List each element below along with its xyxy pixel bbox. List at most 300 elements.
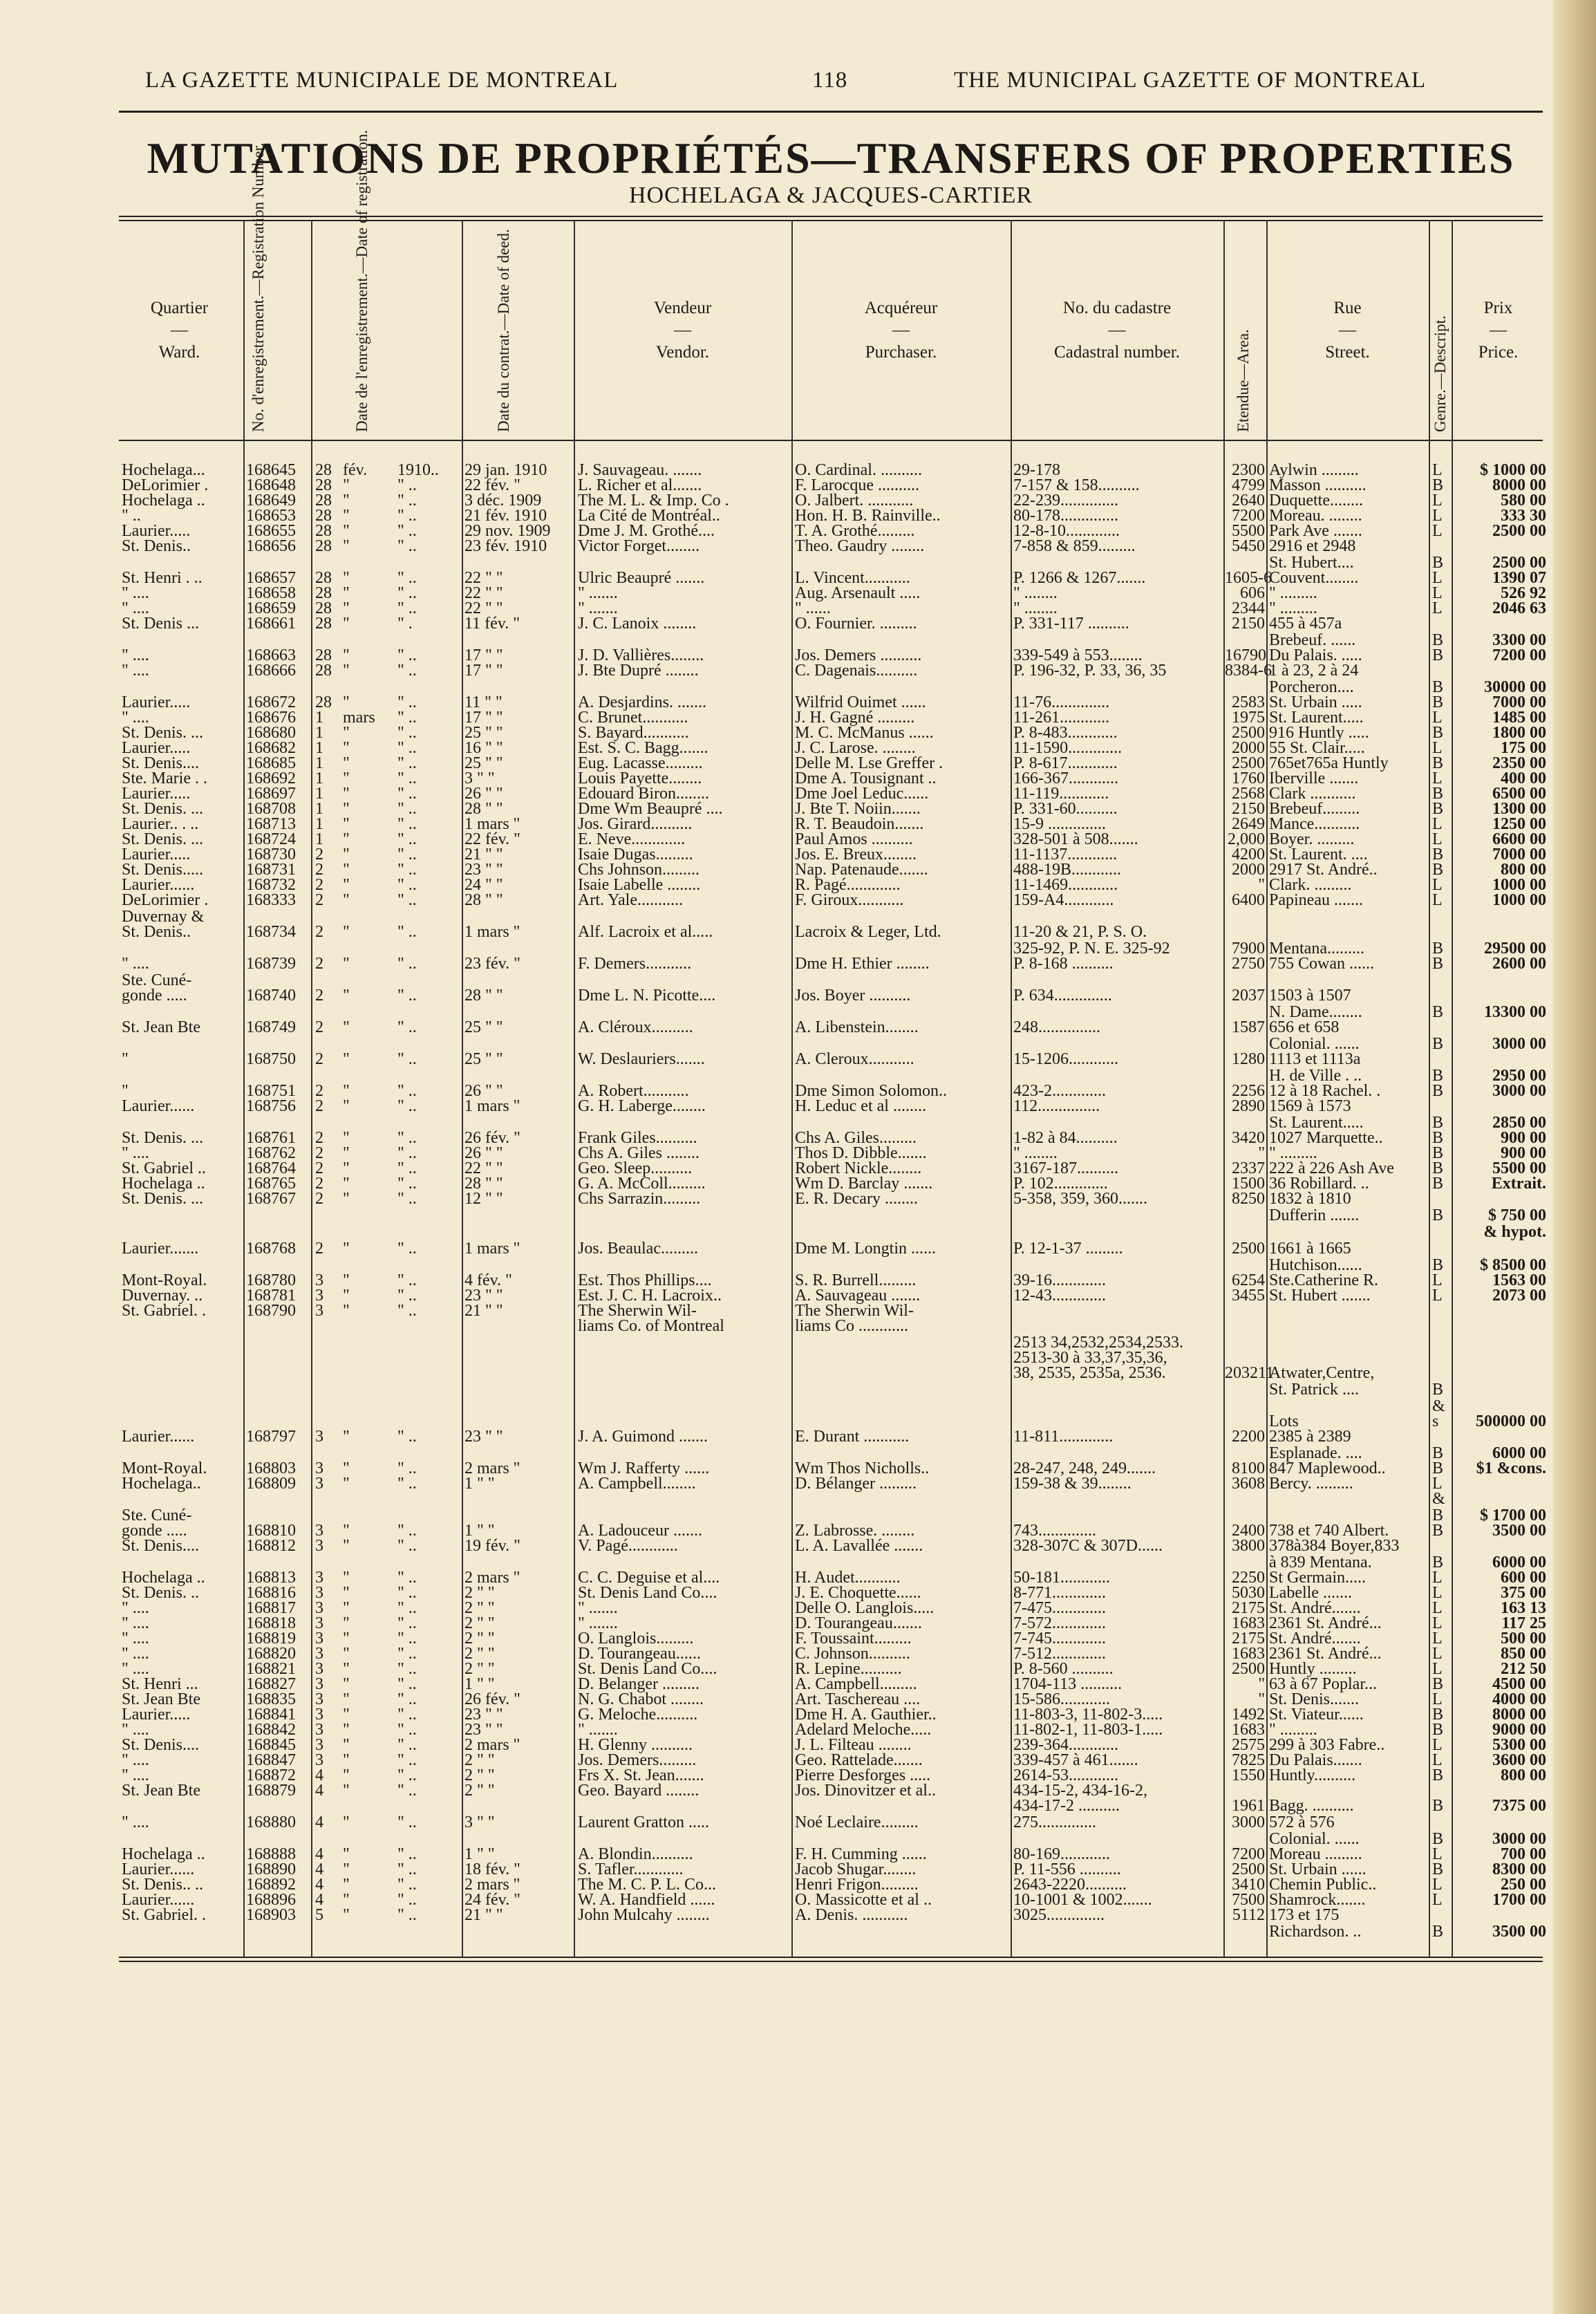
cell-day: 5 — [315, 1906, 323, 1924]
cell-cad: 80-169............ — [1013, 1845, 1110, 1863]
cell-year: " .. — [397, 662, 417, 680]
cell-price: 5500 00 — [1492, 1159, 1546, 1177]
cell-price: 117 25 — [1501, 1614, 1546, 1632]
cell-price: 13300 00 — [1484, 1003, 1546, 1021]
cell-ward: St. Denis ... — [122, 615, 200, 633]
cell-month: " — [343, 891, 350, 909]
cell-cad: 339-457 à 461....... — [1013, 1751, 1138, 1769]
cell-month: " — [343, 615, 350, 633]
cell-cad: 15-9 .............. — [1013, 815, 1106, 833]
cell-area: 2150 — [1232, 800, 1265, 818]
cell-price: 1390 07 — [1492, 569, 1546, 587]
cell-month: " — [343, 1766, 350, 1784]
cell-cad: 488-19B............ — [1013, 861, 1121, 879]
cell-area: 2,000 — [1228, 830, 1265, 848]
cell-street: 173 et 175 — [1269, 1906, 1340, 1924]
cell-reg: 168903 — [246, 1906, 296, 1924]
cell-year: " .. — [397, 1050, 417, 1068]
cell-cad: 159-38 & 39........ — [1013, 1475, 1132, 1493]
cell-vendor: Dme J. M. Grothé.... — [578, 522, 715, 540]
cell-area: 2200 — [1232, 1428, 1265, 1446]
cell-street: 2385 à 2389 — [1269, 1428, 1351, 1446]
cell-area: 2890 — [1232, 1097, 1265, 1115]
cell-purchaser: Pierre Desforges ..... — [795, 1766, 931, 1784]
cell-kind: L — [1432, 522, 1443, 540]
cell-purchaser: S. R. Burrell......... — [795, 1271, 917, 1289]
cell-cad: P. 102............. — [1013, 1175, 1108, 1193]
cell-area: 2640 — [1232, 492, 1265, 510]
cell-deed: 25 " " — [464, 724, 503, 742]
cell-price: 1485 00 — [1492, 709, 1546, 727]
cell-purchaser: Delle M. Lse Greffer . — [795, 754, 943, 772]
cell-day: 2 — [315, 1159, 323, 1177]
cell-year: " .. — [397, 1614, 417, 1632]
cell-month: " — [343, 1175, 350, 1193]
cell-vendor: G. Meloche.......... — [578, 1706, 698, 1724]
cell-day: 2 — [315, 1190, 323, 1208]
cell-reg: 168713 — [246, 815, 296, 833]
cell-kind: B — [1432, 693, 1444, 711]
cell-deed: 16 " " — [464, 739, 503, 757]
cell-ward: St. Henri ... — [122, 1675, 198, 1693]
cell-street: 738 et 740 Albert. — [1269, 1522, 1389, 1540]
cell-day: 2 — [315, 1050, 323, 1068]
cell-kind: L — [1432, 1614, 1443, 1632]
cell-year: " .. — [397, 769, 417, 787]
cell-vendor: " ....... — [578, 1614, 618, 1632]
cell-vendor: C. Brunet........... — [578, 709, 688, 727]
cell-day: 4 — [315, 1860, 323, 1878]
cell-vendor: The M. C. P. L. Co... — [578, 1876, 717, 1894]
cell-kind: B — [1432, 1067, 1444, 1085]
cell-month: " — [343, 1860, 350, 1878]
cell-year: " .. — [397, 1766, 417, 1784]
cell-deed: 2 " " — [464, 1614, 495, 1632]
cell-purchaser: A. Denis. ........... — [795, 1906, 908, 1924]
cell-month: " — [343, 1190, 350, 1208]
cell-ward: St. Gabriel .. — [122, 1159, 206, 1177]
cell-vendor: Ulric Beaupré ....... — [578, 569, 705, 587]
cell-reg: 168659 — [246, 599, 296, 617]
cell-kind: L — [1432, 830, 1443, 848]
cell-cad: 434-15-2, 434-16-2, — [1013, 1782, 1147, 1800]
cell-day: 1 — [315, 709, 323, 727]
cell-vendor: St. Denis Land Co.... — [578, 1660, 717, 1678]
cell-price: 29500 00 — [1484, 940, 1546, 958]
cell-price: 1700 00 — [1492, 1891, 1546, 1909]
cell-price: 5300 00 — [1492, 1736, 1546, 1754]
cell-deed: 23 " " — [464, 1706, 503, 1724]
cell-year: " .. — [397, 1240, 417, 1258]
cell-purchaser: O. Cardinal. .......... — [795, 461, 922, 479]
cell-kind: B — [1432, 724, 1444, 742]
cell-cad: 12-43............. — [1013, 1287, 1106, 1305]
cell-ward: St. Denis. .. — [122, 1584, 200, 1602]
cell-kind: B — [1432, 554, 1444, 572]
cell-reg: 168880 — [246, 1813, 296, 1831]
cell-street: 1503 à 1507 — [1269, 987, 1351, 1005]
cell-month: " — [343, 1736, 350, 1754]
cell-deed: 2 " " — [464, 1645, 495, 1663]
cell-reg: 168845 — [246, 1736, 296, 1754]
cell-month: " — [343, 1690, 350, 1708]
cell-year: " .. — [397, 1097, 417, 1115]
cell-price: 1300 00 — [1492, 800, 1546, 818]
cell-day: 1 — [315, 815, 323, 833]
cell-ward: gonde ..... — [122, 1522, 187, 1540]
cell-street: Chemin Public.. — [1269, 1876, 1377, 1894]
cell-cad: 11-1469............ — [1013, 876, 1118, 894]
cell-street: Hutchison...... — [1269, 1256, 1362, 1274]
cell-year: " .. — [397, 739, 417, 757]
cell-day: 3 — [315, 1721, 323, 1739]
cell-street: 847 Maplewood.. — [1269, 1459, 1386, 1477]
cell-reg: 168842 — [246, 1721, 296, 1739]
cell-year: " .. — [397, 1584, 417, 1602]
cell-deed: 23 " " — [464, 1428, 503, 1446]
cell-deed: 24 fév. " — [464, 1891, 520, 1909]
cell-area: 3410 — [1232, 1876, 1265, 1894]
cell-cad: 339-549 à 553........ — [1013, 646, 1143, 664]
cell-month: " — [343, 584, 350, 602]
cell-deed: 21 " " — [464, 846, 503, 864]
cell-cad: 11-802-1, 11-803-1..... — [1013, 1721, 1163, 1739]
cell-kind: B — [1432, 785, 1444, 803]
cell-area: 1683 — [1232, 1614, 1265, 1632]
cell-purchaser: R. T. Beaudoin....... — [795, 815, 924, 833]
cell-deed: 25 " " — [464, 754, 503, 772]
cell-kind: B — [1432, 861, 1444, 879]
cell-area: 7200 — [1232, 507, 1265, 525]
cell-reg: 168879 — [246, 1782, 296, 1800]
cell-price: 163 13 — [1501, 1599, 1546, 1617]
cell-kind: B — [1432, 1114, 1444, 1132]
cell-cad: 423-2............. — [1013, 1082, 1106, 1100]
cell-day: 28 — [315, 461, 332, 479]
cell-reg: 168797 — [246, 1428, 296, 1446]
cell-cad: 3025.............. — [1013, 1906, 1105, 1924]
cell-kind: B — [1432, 1129, 1444, 1147]
cell-price: Extrait. — [1491, 1175, 1546, 1193]
cell-price: 30000 00 — [1484, 678, 1546, 696]
cell-year: " .. — [397, 1428, 417, 1446]
cell-purchaser: Wm Thos Nicholls.. — [795, 1459, 930, 1477]
cell-kind: L — [1432, 1271, 1443, 1289]
cell-kind: B — [1432, 1721, 1444, 1739]
cell-day: 2 — [315, 876, 323, 894]
cell-purchaser: J. E. Choquette...... — [795, 1584, 921, 1602]
cell-vendor: N. G. Chabot ........ — [578, 1690, 704, 1708]
cell-cad: 11-1590............. — [1013, 739, 1123, 757]
cell-street: 299 à 303 Fabre.. — [1269, 1736, 1385, 1754]
cell-vendor: The M. L. & Imp. Co . — [578, 492, 729, 510]
cell-year: " .. — [397, 584, 417, 602]
cell-price: 333 30 — [1501, 507, 1546, 525]
cell-price: 1800 00 — [1492, 724, 1546, 742]
cell-deed: 3 " " — [464, 769, 495, 787]
cell-street: Porcheron.... — [1269, 678, 1354, 696]
cell-reg: 168817 — [246, 1599, 296, 1617]
cell-area: 1683 — [1232, 1645, 1265, 1663]
cell-year: " .. — [397, 1706, 417, 1724]
cell-reg: 168761 — [246, 1129, 296, 1147]
cell-purchaser: D. Tourangeau....... — [795, 1614, 922, 1632]
cell-year: " .. — [397, 785, 417, 803]
cell-deed: 21 " " — [464, 1302, 503, 1320]
cell-area: 1492 — [1232, 1706, 1265, 1724]
cell-day: 2 — [315, 891, 323, 909]
cell-day: 28 — [315, 537, 332, 555]
cell-deed: 22 " " — [464, 1159, 503, 1177]
cell-deed: 22 " " — [464, 584, 503, 602]
cell-year: " .. — [397, 1537, 417, 1555]
cell-deed: 23 fév. " — [464, 955, 520, 973]
cell-year: " .. — [397, 1271, 417, 1289]
cell-month: " — [343, 646, 350, 664]
cell-day: 28 — [315, 507, 332, 525]
cell-month: " — [343, 537, 350, 555]
cell-kind: B — [1432, 1082, 1444, 1100]
cell-area: 8250 — [1232, 1190, 1265, 1208]
cell-price: $ 1700 00 — [1480, 1506, 1546, 1524]
cell-purchaser: Z. Labrosse. ........ — [795, 1522, 915, 1540]
cell-price: 2850 00 — [1492, 1114, 1546, 1132]
cell-price: 6500 00 — [1492, 785, 1546, 803]
cell-deed: 2 " " — [464, 1766, 495, 1784]
cell-vendor: A. Desjardins. ....... — [578, 693, 706, 711]
cell-price: 580 00 — [1501, 492, 1546, 510]
cell-purchaser: M. C. McManus ...... — [795, 724, 934, 742]
cell-ward: " .... — [122, 1614, 149, 1632]
column-header-street: Rue — Street. — [1325, 299, 1370, 362]
cell-cad: 434-17-2 .......... — [1013, 1797, 1120, 1815]
cell-purchaser: liams Co ............ — [795, 1317, 909, 1335]
column-header-registration-date: Date de l'enregistrement.—Date of registration. — [353, 129, 370, 432]
cell-kind: L — [1432, 584, 1443, 602]
cell-day: 1 — [315, 785, 323, 803]
cell-deed: 23 " " — [464, 861, 503, 879]
cell-purchaser: H. Audet........... — [795, 1569, 901, 1587]
cell-day: 1 — [315, 754, 323, 772]
cell-month: fév. — [343, 461, 368, 479]
cell-month: " — [343, 955, 350, 973]
cell-day: 3 — [315, 1537, 323, 1555]
cell-vendor: " ....... — [578, 1721, 618, 1739]
cell-purchaser: Wilfrid Ouimet ...... — [795, 693, 926, 711]
cell-month: " — [343, 861, 350, 879]
cell-year: " .. — [397, 754, 417, 772]
cell-vendor: Victor Forget........ — [578, 537, 700, 555]
cell-cad: P. 11-556 .......... — [1013, 1860, 1121, 1878]
cell-year: " . — [397, 615, 413, 633]
cell-area: 2583 — [1232, 693, 1265, 711]
cell-vendor: Wm J. Rafferty ...... — [578, 1459, 710, 1477]
cell-reg: 168765 — [246, 1175, 296, 1193]
cell-month: " — [343, 846, 350, 864]
cell-year: " .. — [397, 1287, 417, 1305]
cell-ward: DeLorimier . — [122, 891, 209, 909]
cell-area: 5030 — [1232, 1584, 1265, 1602]
cell-area: 606 — [1240, 584, 1265, 602]
cell-year: " .. — [397, 1082, 417, 1100]
cell-area: 5112 — [1232, 1906, 1265, 1924]
cell-cad: P. 8-617............ — [1013, 754, 1118, 772]
cell-reg: 168697 — [246, 785, 296, 803]
cell-cad: 1704-113 .......... — [1013, 1675, 1123, 1693]
cell-street: Brebeuf. ...... — [1269, 631, 1356, 649]
cell-reg: 168756 — [246, 1097, 296, 1115]
cell-area: 2575 — [1232, 1736, 1265, 1754]
cell-price: 212 50 — [1501, 1660, 1546, 1678]
cell-vendor: Louis Payette........ — [578, 769, 702, 787]
cell-year: " .. — [397, 1845, 417, 1863]
cell-vendor: Dme L. N. Picotte.... — [578, 987, 716, 1005]
cell-year: " .. — [397, 1876, 417, 1894]
cell-day: 28 — [315, 584, 332, 602]
cell-cad: 743.............. — [1013, 1522, 1096, 1540]
cell-vendor: Chs Sarrazin......... — [578, 1190, 701, 1208]
cell-reg: 168680 — [246, 724, 296, 742]
cell-price: 500000 00 — [1476, 1412, 1546, 1430]
cell-purchaser: H. Leduc et al ........ — [795, 1097, 926, 1115]
cell-vendor: " ....... — [578, 584, 618, 602]
cell-area: 2400 — [1232, 1522, 1265, 1540]
cell-month: " — [343, 1660, 350, 1678]
cell-vendor: Geo. Bayard ........ — [578, 1782, 700, 1800]
cell-area: 3000 — [1232, 1813, 1265, 1831]
cell-street: 2361 St. André... — [1269, 1614, 1382, 1632]
cell-reg: 168812 — [246, 1537, 296, 1555]
cell-price: 1000 00 — [1492, 876, 1546, 894]
cell-purchaser: R. Pagé............. — [795, 876, 901, 894]
cell-purchaser: E. Durant ........... — [795, 1428, 910, 1446]
cell-purchaser: L. Vincent........... — [795, 569, 910, 587]
cell-street: St. Laurent..... — [1269, 709, 1364, 727]
cell-street: 63 à 67 Poplar... — [1269, 1675, 1377, 1693]
cell-ward: St. Denis.. — [122, 923, 191, 941]
cell-month: " — [343, 1129, 350, 1147]
cell-kind: B — [1432, 955, 1444, 973]
cell-cad: 325-92, P. N. E. 325-92 — [1013, 940, 1170, 958]
cell-street: 222 à 226 Ash Ave — [1269, 1159, 1394, 1177]
cell-year: " .. — [397, 1018, 417, 1036]
cell-year: " .. — [397, 1190, 417, 1208]
cell-cad: " ........ — [1013, 599, 1058, 617]
cell-area: 203211 — [1225, 1364, 1275, 1382]
cell-area: 5450 — [1232, 537, 1265, 555]
cell-month: " — [343, 1599, 350, 1617]
cell-kind: L — [1432, 1876, 1443, 1894]
cell-month: " — [343, 1287, 350, 1305]
cell-cad: 11-1137............ — [1013, 846, 1118, 864]
cell-day: 1 — [315, 800, 323, 818]
cell-street: 1569 à 1573 — [1269, 1097, 1351, 1115]
cell-ward: Laurier...... — [122, 1428, 195, 1446]
cell-kind: B — [1432, 1206, 1444, 1224]
cell-month: " — [343, 830, 350, 848]
cell-street: Labelle ....... — [1269, 1584, 1352, 1602]
cell-ward: Mont-Royal. — [122, 1459, 207, 1477]
cell-area: 3420 — [1232, 1129, 1265, 1147]
cell-price: 3300 00 — [1492, 631, 1546, 649]
cell-kind: B — [1432, 1444, 1444, 1462]
cell-deed: 2 mars " — [464, 1736, 520, 1754]
cell-ward: " .... — [122, 584, 149, 602]
cell-ward: St. Denis.. — [122, 537, 191, 555]
cell-street: Mentana......... — [1269, 940, 1364, 958]
running-head-left: LA GAZETTE MUNICIPALE DE MONTREAL — [145, 68, 619, 93]
cell-day: 4 — [315, 1813, 323, 1831]
cell-month: " — [343, 1813, 350, 1831]
cell-month: " — [343, 1050, 350, 1068]
cell-street: H. de Ville . .. — [1269, 1067, 1362, 1085]
cell-deed: 17 " " — [464, 709, 503, 727]
cell-deed: 4 fév. " — [464, 1271, 512, 1289]
cell-purchaser: Adelard Meloche..... — [795, 1721, 932, 1739]
cell-cad: 50-181............ — [1013, 1569, 1110, 1587]
cell-year: " .. — [397, 815, 417, 833]
cell-street: St. Hubert.... — [1269, 554, 1354, 572]
cell-area: 2000 — [1232, 861, 1265, 879]
cell-street: 12 à 18 Rachel. . — [1269, 1082, 1381, 1100]
cell-year: " .. — [397, 1813, 417, 1831]
cell-street: Du Palais. ..... — [1269, 646, 1362, 664]
cell-ward: St. Jean Bte — [122, 1690, 200, 1708]
cell-vendor: D. Tourangeau...... — [578, 1645, 701, 1663]
cell-month: " — [343, 1721, 350, 1739]
cell-price: $ 8500 00 — [1480, 1256, 1546, 1274]
cell-area: 2175 — [1232, 1630, 1265, 1648]
cell-year: " .. — [397, 1302, 417, 1320]
cell-street: Colonial. ...... — [1269, 1035, 1360, 1053]
cell-reg: 168661 — [246, 615, 296, 633]
cell-year: " .. — [397, 646, 417, 664]
cell-month: " — [343, 769, 350, 787]
cell-day: 2 — [315, 955, 323, 973]
cell-street: 916 Huntly ..... — [1269, 724, 1369, 742]
cell-area: 2568 — [1232, 785, 1265, 803]
cell-month: " — [343, 522, 350, 540]
cell-price: 8000 00 — [1492, 1706, 1546, 1724]
cell-purchaser: Nap. Patenaude....... — [795, 861, 928, 879]
cell-month: " — [343, 1018, 350, 1036]
cell-price: 850 00 — [1501, 1645, 1546, 1663]
cell-ward: Duvernay. .. — [122, 1287, 203, 1305]
cell-ward: St. Jean Bte — [122, 1782, 200, 1800]
cell-month: " — [343, 693, 350, 711]
cell-area: 1500 — [1232, 1175, 1265, 1193]
cell-kind: & — [1432, 1397, 1445, 1415]
cell-area: " — [1258, 1144, 1265, 1162]
cell-vendor: S. Bayard........... — [578, 724, 689, 742]
cell-purchaser: Dme A. Tousignant .. — [795, 769, 937, 787]
cell-ward: Hochelaga .. — [122, 1175, 205, 1193]
cell-price: 250 00 — [1501, 1876, 1546, 1894]
cell-reg: 168847 — [246, 1751, 296, 1769]
cell-month: " — [343, 800, 350, 818]
cell-deed: 11 fév. " — [464, 615, 520, 633]
cell-month: " — [343, 1876, 350, 1894]
cell-kind: L — [1432, 1645, 1443, 1663]
cell-price: 8000 00 — [1492, 476, 1546, 494]
cell-purchaser: F. Larocque .......... — [795, 476, 920, 494]
cell-street: Duquette........ — [1269, 492, 1363, 510]
cell-street: 1027 Marquette.. — [1269, 1129, 1383, 1147]
cell-year: " .. — [397, 830, 417, 848]
cell-ward: " .... — [122, 955, 149, 973]
cell-reg: 168685 — [246, 754, 296, 772]
cell-vendor: " ....... — [578, 1599, 618, 1617]
